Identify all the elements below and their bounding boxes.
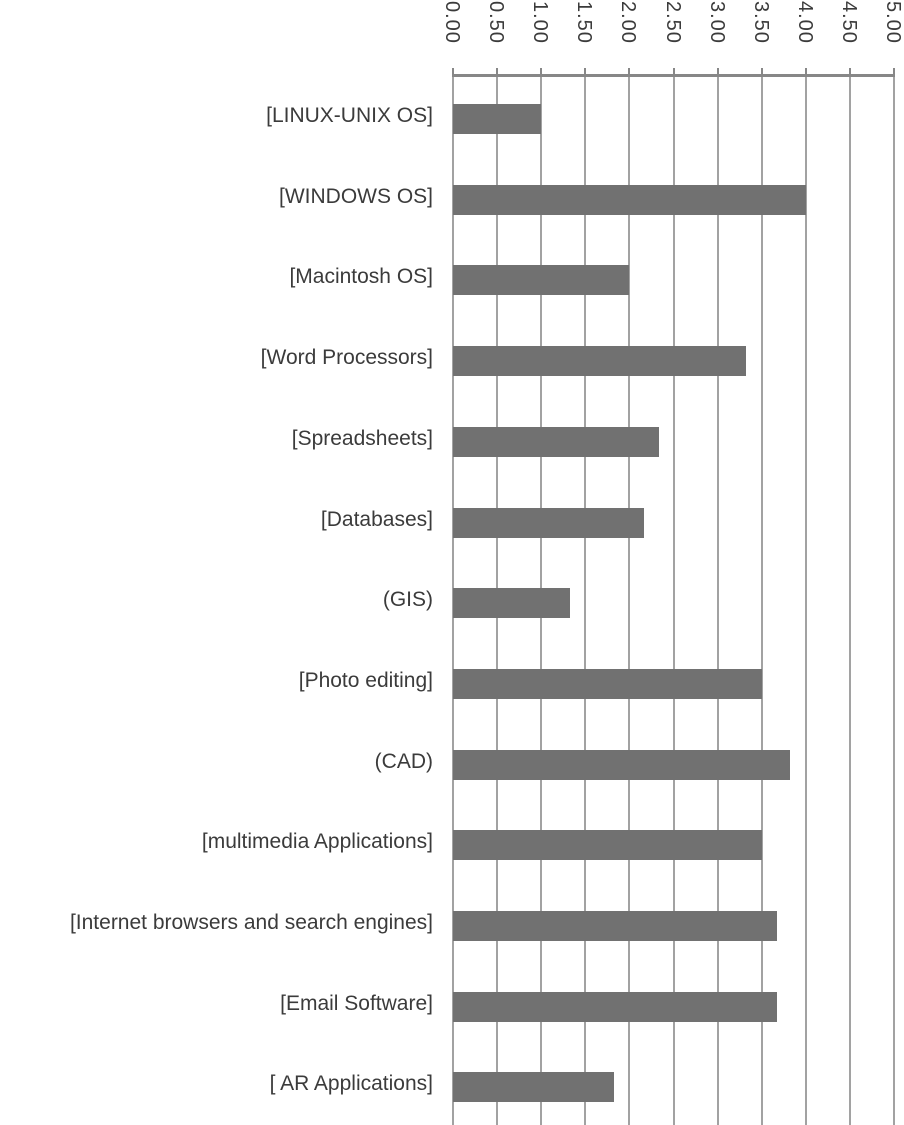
category-label: [Email Software] <box>280 992 433 1015</box>
gridline <box>805 77 807 1125</box>
gridline <box>849 77 851 1125</box>
bar <box>453 992 777 1022</box>
axis-tick-mark <box>761 68 763 77</box>
axis-tick-mark <box>452 68 454 77</box>
category-label: [multimedia Applications] <box>201 830 433 853</box>
category-label: [Photo editing] <box>298 669 433 692</box>
category-label: [WINDOWS OS] <box>279 185 433 208</box>
bar <box>453 346 746 376</box>
axis-tick-mark <box>805 68 807 77</box>
bar <box>453 750 790 780</box>
x-axis-tick-label: 0.50 <box>485 1 507 44</box>
plot-area <box>453 74 894 1125</box>
bar <box>453 669 762 699</box>
axis-tick-mark <box>584 68 586 77</box>
category-label: (CAD) <box>374 750 433 773</box>
axis-tick-mark <box>717 68 719 77</box>
x-axis-tick-label: 5.00 <box>882 1 904 44</box>
x-axis-tick-label: 1.00 <box>529 1 551 44</box>
axis-tick-mark <box>628 68 630 77</box>
gridline <box>584 77 586 1125</box>
category-label: [LINUX-UNIX OS] <box>266 104 433 127</box>
bar <box>453 185 806 215</box>
bar <box>453 830 762 860</box>
axis-tick-mark <box>893 68 895 77</box>
category-label: [Word Processors] <box>260 346 433 369</box>
bar <box>453 911 777 941</box>
gridline <box>673 77 675 1125</box>
x-axis-tick-label: 4.50 <box>838 1 860 44</box>
category-label: (GIS) <box>382 588 433 611</box>
gridline <box>893 77 895 1125</box>
category-label: [ AR Applications] <box>269 1072 433 1095</box>
x-axis-tick-label: 3.50 <box>750 1 772 44</box>
x-axis-tick-label: 3.00 <box>706 1 728 44</box>
axis-tick-mark <box>540 68 542 77</box>
bar <box>453 588 570 618</box>
bar <box>453 265 629 295</box>
x-axis-tick-label: 2.00 <box>617 1 639 44</box>
gridline <box>761 77 763 1125</box>
x-axis-tick-label: 0.00 <box>441 1 463 44</box>
x-axis-tick-label: 4.00 <box>794 1 816 44</box>
axis-tick-mark <box>496 68 498 77</box>
axis-tick-mark <box>673 68 675 77</box>
category-label: [Databases] <box>320 508 433 531</box>
category-label: [Internet browsers and search engines] <box>69 911 433 934</box>
x-axis-tick-label: 2.50 <box>662 1 684 44</box>
bar <box>453 508 644 538</box>
category-label: [Macintosh OS] <box>289 265 433 288</box>
x-axis-tick-label: 1.50 <box>573 1 595 44</box>
bar <box>453 1072 614 1102</box>
bar <box>453 427 659 457</box>
gridline <box>628 77 630 1125</box>
bar <box>453 104 541 134</box>
gridline <box>717 77 719 1125</box>
axis-tick-mark <box>849 68 851 77</box>
category-label: [Spreadsheets] <box>291 427 433 450</box>
